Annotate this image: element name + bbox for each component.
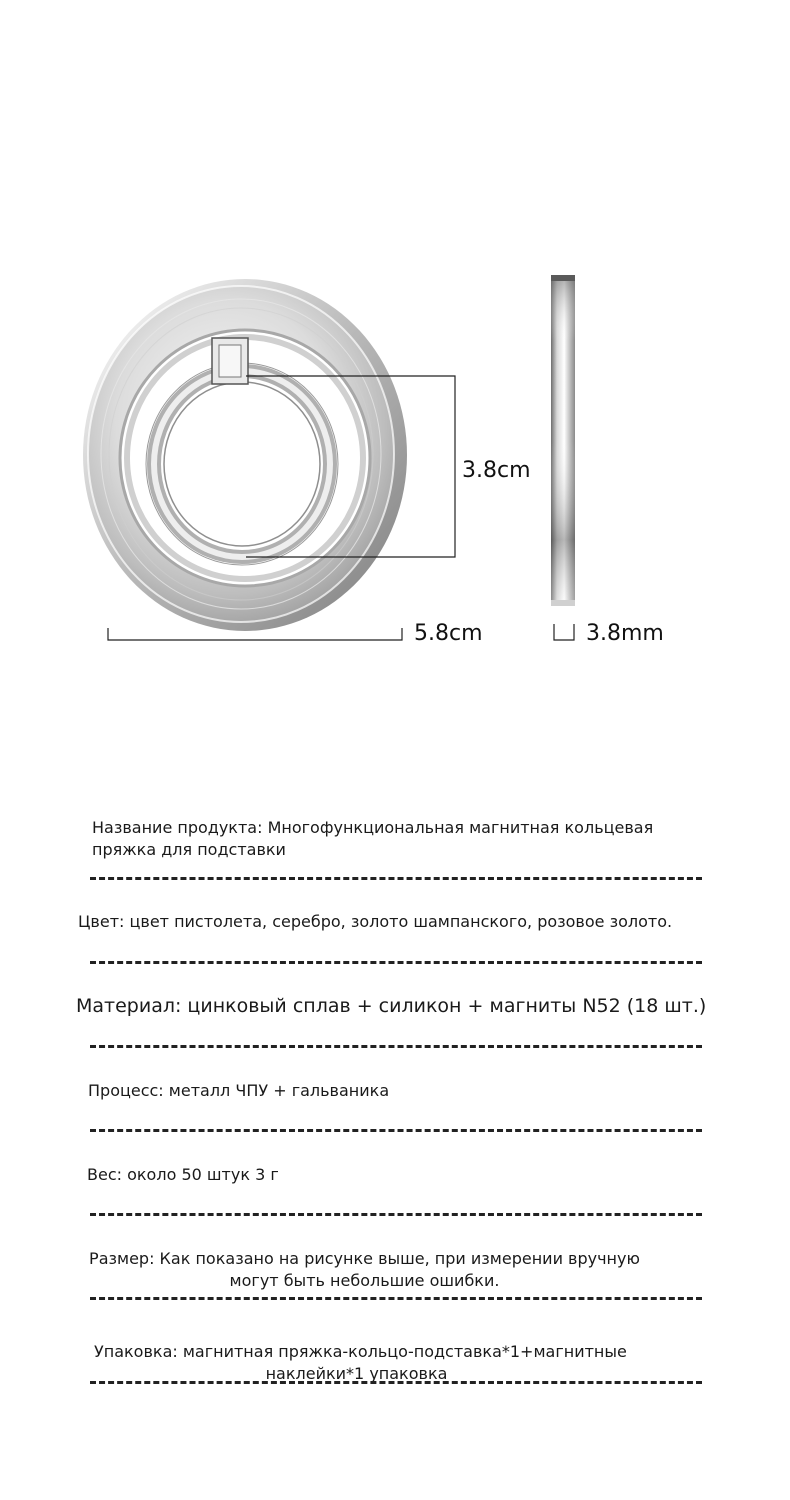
spec-color: Цвет: цвет пистолета, серебро, золото шампанского, розовое золото. <box>78 912 673 931</box>
spec-package: Упаковка: магнитная пряжка-кольцо-подставка*1+магнитные наклейки*1 упаковка <box>94 1342 627 1383</box>
side-view <box>551 275 575 606</box>
spec-material: Материал: цинковый сплав + силикон + магниты N52 (18 шт.) <box>76 995 707 1017</box>
spec-process: Процесс: металл ЧПУ + гальваника <box>88 1081 390 1100</box>
product-illustration <box>0 0 790 700</box>
dimension-outer-diameter <box>108 621 483 646</box>
hinge-block <box>212 338 248 384</box>
ring-height-label: 3.8cm <box>462 458 531 483</box>
divider <box>90 877 702 880</box>
divider <box>90 1381 702 1384</box>
divider <box>90 1213 702 1216</box>
spec-size: Размер: Как показано на рисунке выше, при измерении вручную могут быть небольшие ошибки. <box>89 1249 640 1290</box>
dimension-thickness <box>554 621 664 646</box>
divider <box>90 1045 702 1048</box>
magnetic-disc <box>83 279 407 631</box>
spec-weight: Вес: около 50 штук 3 г <box>87 1165 279 1184</box>
thickness-label: 3.8mm <box>586 621 664 646</box>
divider <box>90 1129 702 1132</box>
divider <box>90 1297 702 1300</box>
outer-diameter-label: 5.8cm <box>414 621 483 646</box>
divider <box>90 961 702 964</box>
product-name-text: Название продукта: Многофункциональная магнитная кольцевая пряжка для подставки <box>92 818 654 859</box>
